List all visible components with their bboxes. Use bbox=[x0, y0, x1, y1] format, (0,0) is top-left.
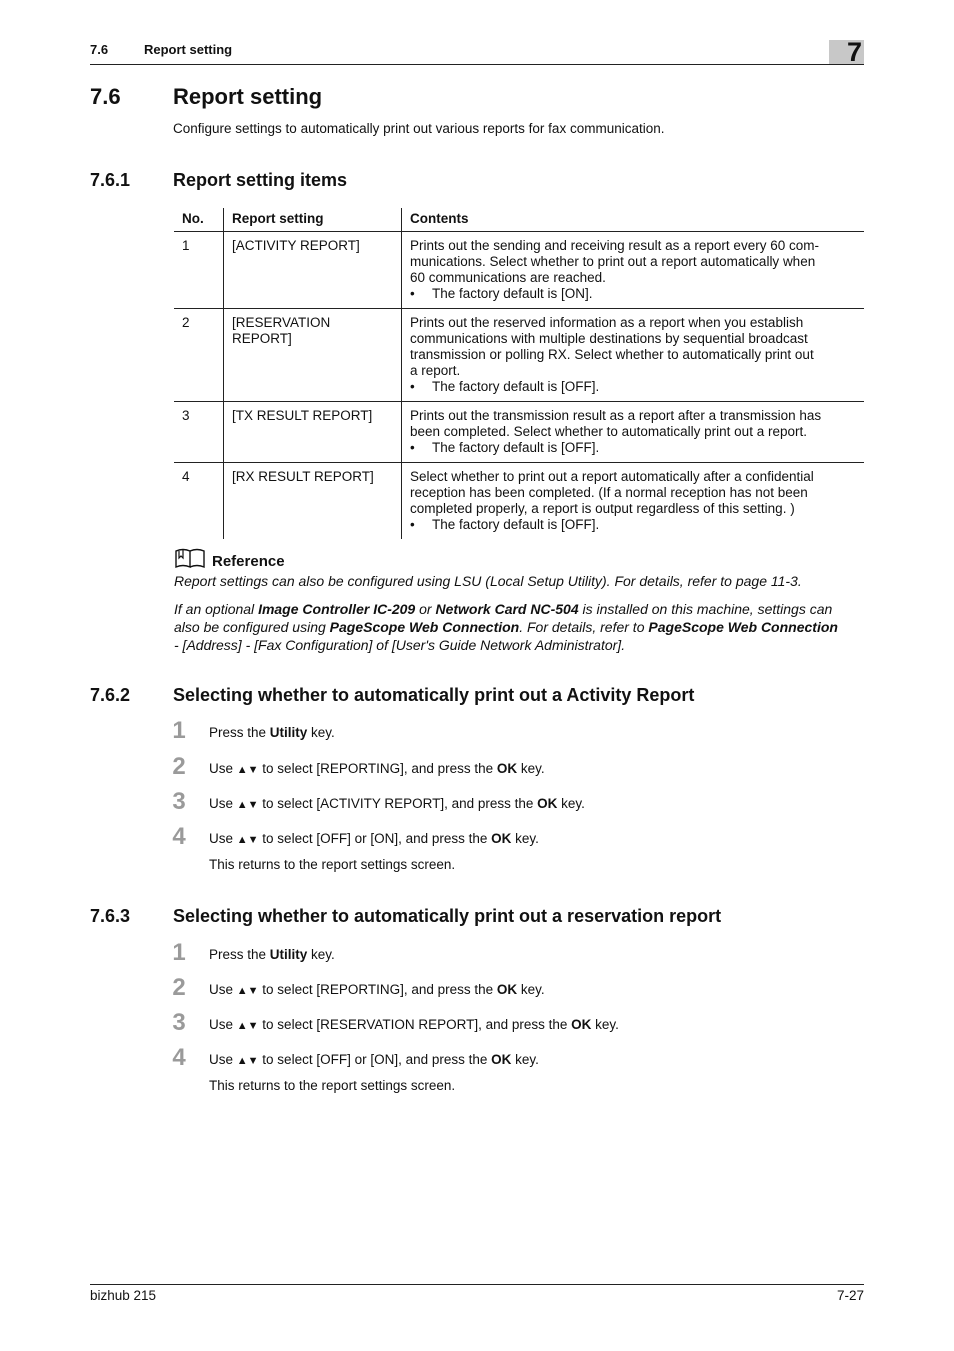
ref-product-ic209: Image Controller IC-209 bbox=[258, 601, 416, 617]
step-span: Use bbox=[209, 982, 237, 997]
contents-line: Prints out the reserved information as a report when you establish bbox=[410, 315, 804, 330]
default-text: The factory default is [OFF]. bbox=[432, 517, 600, 532]
step-number: 2 bbox=[172, 753, 186, 780]
section-number: 7.6 bbox=[90, 84, 121, 109]
subsection-number: 7.6.3 bbox=[90, 906, 131, 926]
table-row bbox=[174, 309, 864, 402]
footer-product: bizhub 215 bbox=[90, 1288, 157, 1303]
row-setting: [RX RESULT REPORT] bbox=[224, 463, 402, 540]
setting-line: [RESERVATION bbox=[232, 315, 331, 330]
row-contents bbox=[402, 402, 865, 463]
step-span: to select [ACTIVITY REPORT], and press the bbox=[258, 796, 538, 811]
subsection-title: Selecting whether to automatically print out a Activity Report bbox=[173, 685, 695, 705]
default-bullet bbox=[410, 440, 856, 456]
default-text: The factory default is [OFF]. bbox=[432, 440, 600, 455]
step-span: Use bbox=[209, 1017, 237, 1032]
step-span: key. bbox=[557, 796, 585, 811]
row-contents bbox=[402, 463, 865, 540]
contents-line: 60 communications are reached. bbox=[410, 270, 606, 285]
step-span: to select [REPORTING], and press the bbox=[258, 982, 497, 997]
table-row bbox=[174, 402, 864, 463]
contents-line: transmission or polling RX. Select whether to automatically print out bbox=[410, 347, 814, 362]
report-settings-table bbox=[174, 208, 864, 539]
step-text bbox=[209, 947, 335, 962]
step-key: OK bbox=[571, 1017, 592, 1032]
up-down-arrows-icon: ▲▼ bbox=[236, 834, 259, 846]
reference-title: Reference bbox=[212, 553, 285, 570]
step-key: Utility bbox=[269, 947, 308, 962]
column-header-contents: Contents bbox=[402, 208, 865, 232]
step-span: to select [OFF] or [ON], and press the bbox=[258, 1052, 492, 1067]
table-row bbox=[174, 232, 864, 309]
step-span: key. bbox=[517, 761, 545, 776]
step-text bbox=[209, 725, 335, 740]
step-span: Use bbox=[209, 796, 237, 811]
subsection-number: 7.6.1 bbox=[90, 170, 131, 190]
subsection-heading bbox=[90, 906, 721, 927]
step-span: Press the bbox=[209, 725, 270, 740]
step-span: key. bbox=[511, 831, 539, 846]
up-down-arrows-icon: ▲▼ bbox=[236, 1020, 259, 1032]
subsection-title: Report setting items bbox=[173, 170, 348, 190]
setting-line: REPORT] bbox=[232, 331, 292, 346]
step-key: Utility bbox=[269, 725, 308, 740]
ref-pagescope: PageScope Web Connection bbox=[329, 619, 520, 635]
default-bullet bbox=[410, 379, 856, 395]
step-span: Press the bbox=[209, 947, 270, 962]
contents-line: completed properly, a report is output regardless of this setting. ) bbox=[410, 501, 795, 516]
bullet-dot: • bbox=[410, 286, 415, 301]
step-key: OK bbox=[537, 796, 558, 811]
step-key: OK bbox=[491, 831, 512, 846]
footer-rule bbox=[90, 1284, 864, 1285]
header-section-number: 7.6 bbox=[90, 42, 109, 57]
step-text bbox=[209, 1017, 619, 1032]
step-span: Use bbox=[209, 1052, 237, 1067]
default-bullet bbox=[410, 286, 856, 302]
row-number: 2 bbox=[174, 309, 224, 402]
column-header-setting: Report setting bbox=[224, 208, 402, 232]
up-down-arrows-icon: ▲▼ bbox=[236, 1055, 259, 1067]
section-intro: Configure settings to automatically print out various reports for fax communication. bbox=[173, 121, 665, 136]
step-span: Use bbox=[209, 761, 237, 776]
step-text bbox=[209, 1052, 539, 1067]
subsection-number: 7.6.2 bbox=[90, 685, 131, 705]
bullet-dot: • bbox=[410, 517, 415, 532]
ref-pagescope: PageScope Web Connection bbox=[648, 619, 838, 635]
table-row bbox=[174, 463, 864, 540]
ref-span: If an optional bbox=[174, 601, 259, 617]
default-text: The factory default is [ON]. bbox=[432, 286, 593, 301]
step-span: key. bbox=[591, 1017, 619, 1032]
contents-line: Prints out the sending and receiving result as a report every 60 com- bbox=[410, 238, 819, 253]
reference-line bbox=[174, 618, 874, 636]
subsection-title: Selecting whether to automatically print out a reservation report bbox=[173, 906, 722, 926]
ref-product-nc504: Network Card NC-504 bbox=[435, 601, 579, 617]
reference-line bbox=[174, 600, 874, 618]
ref-span: . For details, refer to bbox=[519, 619, 649, 635]
step-span: to select [REPORTING], and press the bbox=[258, 761, 497, 776]
ref-span: is installed on this machine, settings can bbox=[578, 601, 833, 617]
step-note: This returns to the report settings screen. bbox=[209, 857, 456, 872]
contents-line: Prints out the transmission result as a report after a transmission has bbox=[410, 408, 822, 423]
step-number: 1 bbox=[172, 939, 186, 966]
step-span: key. bbox=[307, 725, 335, 740]
row-number: 4 bbox=[174, 463, 224, 540]
step-text bbox=[209, 831, 539, 846]
up-down-arrows-icon: ▲▼ bbox=[236, 799, 259, 811]
reference-line: - [Address] - [Fax Configuration] of [User's Guide Network Administrator]. bbox=[174, 637, 626, 653]
step-span: Use bbox=[209, 831, 237, 846]
step-span: key. bbox=[517, 982, 545, 997]
step-number: 3 bbox=[172, 1009, 186, 1036]
column-header-no: No. bbox=[174, 208, 224, 232]
header-section-title: Report setting bbox=[144, 42, 233, 57]
row-number: 1 bbox=[174, 232, 224, 309]
step-key: OK bbox=[496, 982, 518, 997]
step-span: key. bbox=[511, 1052, 539, 1067]
table-header-row bbox=[174, 208, 864, 232]
row-contents bbox=[402, 232, 865, 309]
row-contents bbox=[402, 309, 865, 402]
default-text: The factory default is [OFF]. bbox=[432, 379, 600, 394]
subsection-heading bbox=[90, 170, 347, 191]
contents-line: munications. Select whether to print out a report automatically when bbox=[410, 254, 816, 269]
step-text bbox=[209, 796, 585, 811]
reference-block bbox=[174, 548, 285, 571]
running-header bbox=[90, 42, 232, 57]
bullet-dot: • bbox=[410, 379, 415, 394]
step-text bbox=[209, 982, 545, 997]
section-title: Report setting bbox=[173, 84, 323, 109]
default-bullet bbox=[410, 517, 856, 533]
row-setting bbox=[224, 309, 402, 402]
step-number: 4 bbox=[172, 823, 186, 850]
step-number: 2 bbox=[172, 974, 186, 1001]
contents-line: communications with multiple destinations by sequential broadcast bbox=[410, 331, 808, 346]
subsection-heading bbox=[90, 685, 694, 706]
header-rule bbox=[90, 64, 864, 65]
contents-line: Select whether to print out a report automatically after a confidential bbox=[410, 469, 814, 484]
step-span: key. bbox=[307, 947, 335, 962]
section-heading bbox=[90, 84, 322, 110]
contents-line: been completed. Select whether to automatically print out a report. bbox=[410, 424, 807, 439]
step-note: This returns to the report settings screen. bbox=[209, 1078, 456, 1093]
step-text bbox=[209, 761, 545, 776]
step-span: to select [OFF] or [ON], and press the bbox=[258, 831, 492, 846]
chapter-number: 7 bbox=[846, 37, 862, 67]
ref-span: or bbox=[415, 601, 436, 617]
step-key: OK bbox=[496, 761, 518, 776]
row-number: 3 bbox=[174, 402, 224, 463]
up-down-arrows-icon: ▲▼ bbox=[236, 985, 259, 997]
ref-span: also be configured using bbox=[174, 619, 330, 635]
step-number: 1 bbox=[172, 717, 186, 744]
step-span: to select [RESERVATION REPORT], and press the bbox=[258, 1017, 572, 1032]
contents-line: a report. bbox=[410, 363, 461, 378]
book-icon bbox=[174, 548, 208, 570]
contents-line: reception has been completed. (If a normal reception has not been bbox=[410, 485, 808, 500]
step-number: 4 bbox=[172, 1044, 186, 1071]
step-number: 3 bbox=[172, 788, 186, 815]
up-down-arrows-icon: ▲▼ bbox=[236, 764, 259, 776]
row-setting: [ACTIVITY REPORT] bbox=[224, 232, 402, 309]
row-setting: [TX RESULT REPORT] bbox=[224, 402, 402, 463]
reference-text-1: Report settings can also be configured using LSU (Local Setup Utility). For details, refer to page 11-3. bbox=[174, 573, 802, 589]
step-key: OK bbox=[491, 1052, 512, 1067]
reference-text-2 bbox=[174, 600, 874, 654]
footer-page-number: 7-27 bbox=[836, 1288, 864, 1303]
bullet-dot: • bbox=[410, 440, 415, 455]
